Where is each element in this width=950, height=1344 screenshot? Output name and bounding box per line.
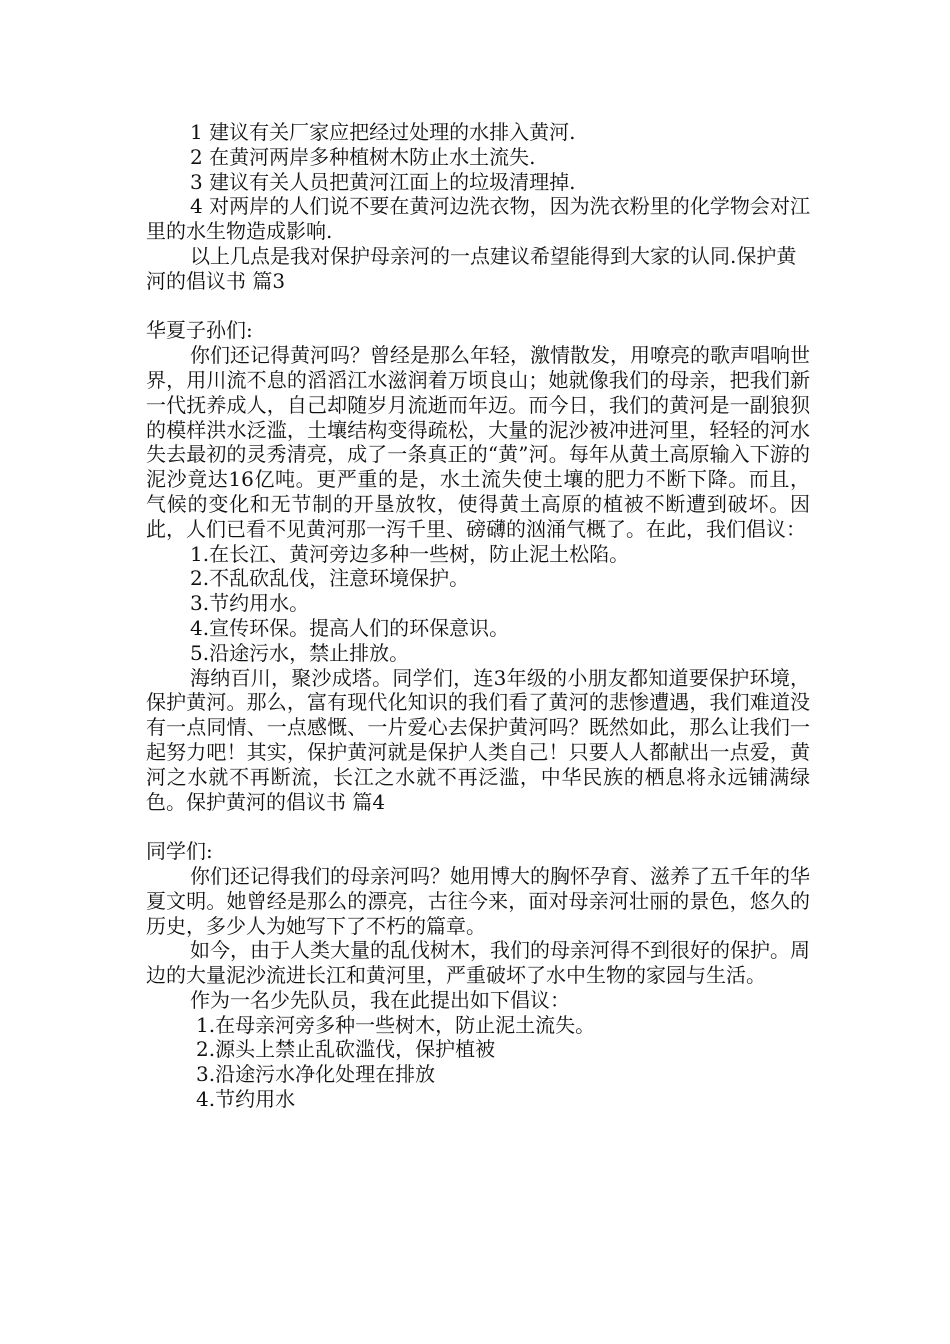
- suggestion-item-2: 2 在黄河两岸多种植树木防止水土流失.: [190, 144, 536, 169]
- section4-greeting: 同学们:: [146, 839, 213, 864]
- initiative-item-2: 2.源头上禁止乱砍滥伐，保护植被: [196, 1037, 496, 1062]
- proposal-item-1: 1.在长江、黄河旁边多种一些树，防止泥土松陷。: [190, 541, 630, 566]
- suggestion-item-1: 1 建议有关厂家应把经过处理的水排入黄河.: [190, 120, 576, 144]
- proposal-item-4: 4.宣传环保。提高人们的环保意识。: [190, 615, 510, 640]
- proposal-item-3: 3.节约用水。: [190, 591, 310, 616]
- spacer: [146, 294, 810, 319]
- section4-paragraph-1: 你们还记得我们的母亲河吗？她用博大的胸怀孕育、滋养了五千年的华夏文明。她曾经是那么的漂亮，古往今来，面对母亲河壮丽的景色，悠久的历史，多少人为她写下了不朽的篇章。: [146, 863, 810, 938]
- initiative-item-1: 1.在母亲河旁多种一些树木，防止泥土流失。: [196, 1012, 596, 1037]
- proposal-item-2: 2.不乱砍乱伐，注意环境保护。: [190, 566, 470, 591]
- section3-closing: 海纳百川，聚沙成塔。同学们，连3年级的小朋友都知道要保护环境，保护黄河。那么，富有现代化知识的我们看了黄河的悲惨遭遇，我们难道没有一点同情、一点感慨、一片爱心去保护黄河吗？既然如此，那么让我们一起努力吧！其实，保护黄河就是保护人类自己！只要人人都献出一点爱，黄河之水就不再断流，长江之水就不再泛滥，中华民族的栖息将永远铺满绿色。保护黄河的倡议书 篇4: [146, 665, 810, 814]
- section3-body: 你们还记得黄河吗？曾经是那么年轻，激情散发，用嘹亮的歌声唱响世界，用川流不息的滔滔江水滋润着万顷良山；她就像我们的母亲，把我们新一代抚养成人，自己却随岁月流逝而年迈。而今日，我们的黄河是一副狼狈的模样洪水泛滥，土壤结构变得疏松，大量的泥沙被冲进河里，轻轻的河水失去最初的灵秀清亮，成了一条真正的“黄”河。每年从黄土高原输入下游的泥沙竟达16亿吨。更严重的是，水土流失使土壤的肥力不断下降。而且，气候的变化和无节制的开垦放牧，使得黄土高原的植被不断遭到破坏。因此，人们已看不见黄河那一泻千里、磅礴的汹涌气概了。在此，我们倡议：: [146, 343, 810, 541]
- initiative-item-3: 3.沿途污水净化处理在排放: [196, 1062, 436, 1087]
- intro-conclusion: 以上几点是我对保护母亲河的一点建议希望能得到大家的认同.保护黄河的倡议书 篇3: [146, 243, 797, 293]
- suggestion-item-4: 4 对两岸的人们说不要在黄河边洗衣物，因为洗衣粉里的化学物会对江里的水生物造成影响.: [146, 194, 810, 244]
- spacer: [146, 814, 810, 839]
- proposal-item-5: 5.沿途污水，禁止排放。: [190, 640, 410, 665]
- document-page: [146, 120, 810, 1112]
- suggestion-item-3: 3 建议有关人员把黄河江面上的垃圾清理掉.: [190, 169, 576, 194]
- section4-paragraph-3: 作为一名少先队员，我在此提出如下倡议：: [190, 987, 570, 1012]
- section3-greeting: 华夏子孙们:: [146, 318, 253, 343]
- section4-paragraph-2: 如今，由于人类大量的乱伐树木，我们的母亲河得不到很好的保护。周边的大量泥沙流进长江和黄河里，严重破坏了水中生物的家园与生活。: [146, 938, 810, 988]
- initiative-item-4: 4.节约用水: [196, 1087, 296, 1112]
